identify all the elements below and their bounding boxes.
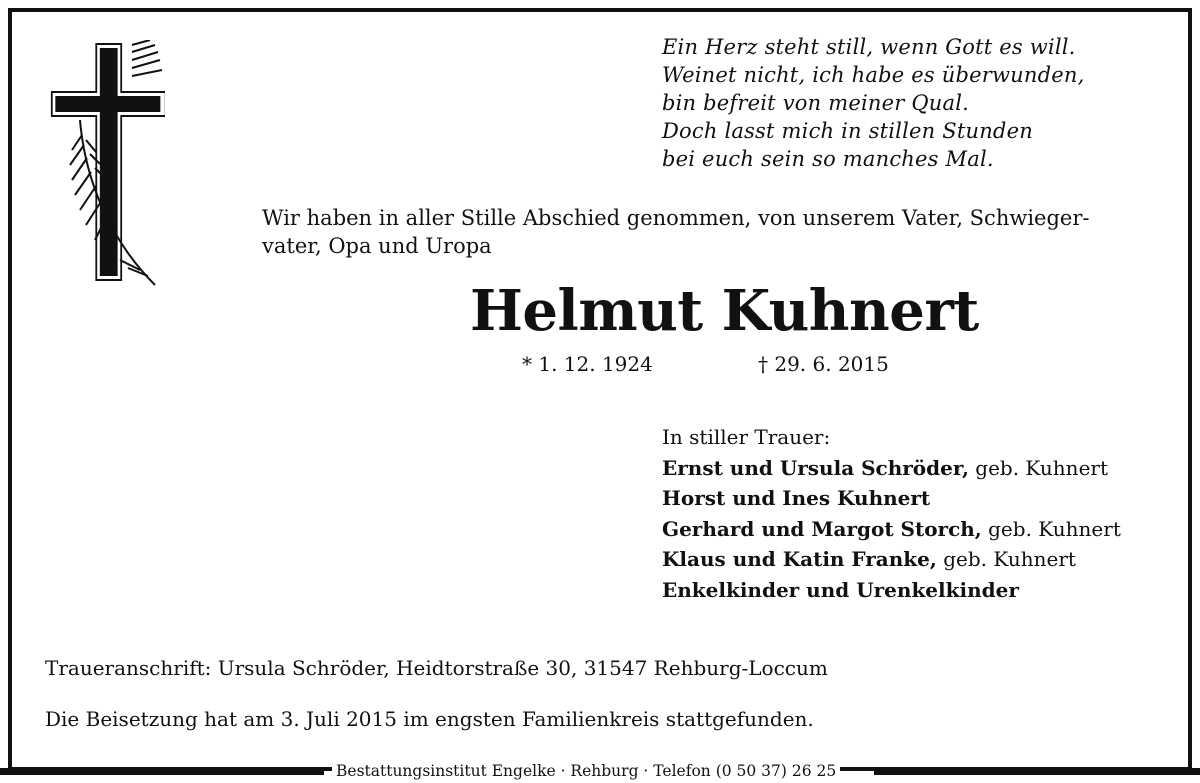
mourners-list: [662, 422, 1121, 605]
mourner-entry: [662, 575, 1121, 606]
intro-line: vater, Opa und Uropa: [262, 234, 492, 258]
death-date: † 29. 6. 2015: [758, 352, 889, 376]
mourner-names: Horst und Ines Kuhnert: [662, 486, 931, 510]
mourner-suffix: geb. Kuhnert: [968, 455, 1108, 480]
poem-line: Ein Herz steht still, wenn Gott es will.: [662, 35, 1076, 59]
mourner-entry: [662, 453, 1121, 484]
mourners-heading: In stiller Trauer:: [662, 425, 831, 449]
mourner-names: Ernst und Ursula Schröder,: [662, 455, 969, 480]
mourner-entry: [662, 514, 1121, 545]
cross-with-palm-branch-icon: [50, 40, 165, 290]
mourner-names: Klaus und Katin Franke,: [662, 547, 937, 571]
poem-line: bin befreit von meiner Qual.: [662, 91, 969, 115]
mourner-names: Enkelkinder und Urenkelkinder: [662, 577, 1019, 602]
poem-line: Weinet nicht, ich habe es überwunden,: [662, 63, 1085, 87]
footer-rule-right: [874, 768, 1200, 775]
mourner-entry: [662, 483, 1121, 514]
poem: [662, 33, 1084, 173]
funeral-home-credit: Bestattungsinstitut Engelke · Rehburg · Telefon (0 50 37) 26 25: [332, 762, 840, 780]
footer-rule-left: [0, 768, 324, 775]
mourner-entry: [662, 544, 1121, 575]
mourning-address: Traueranschrift: Ursula Schröder, Heidtorstraße 30, 31547 Rehburg-Loccum: [45, 656, 828, 680]
poem-line: bei euch sein so manches Mal.: [662, 147, 994, 171]
intro-text: [262, 204, 1162, 260]
birth-date: * 1. 12. 1924: [522, 352, 653, 376]
poem-line: Doch lasst mich in stillen Stunden: [662, 119, 1033, 143]
mourner-names: Gerhard und Margot Storch,: [662, 516, 982, 541]
intro-line: Wir haben in aller Stille Abschied genommen, von unserem Vater, Schwieger-: [262, 206, 1090, 230]
footer: [0, 760, 1200, 783]
mourner-suffix: geb. Kuhnert: [981, 516, 1121, 541]
mourner-suffix: geb. Kuhnert: [936, 547, 1076, 571]
deceased-name: Helmut Kuhnert: [470, 278, 979, 344]
funeral-notice: Die Beisetzung hat am 3. Juli 2015 im engsten Familienkreis stattgefunden.: [45, 707, 814, 731]
